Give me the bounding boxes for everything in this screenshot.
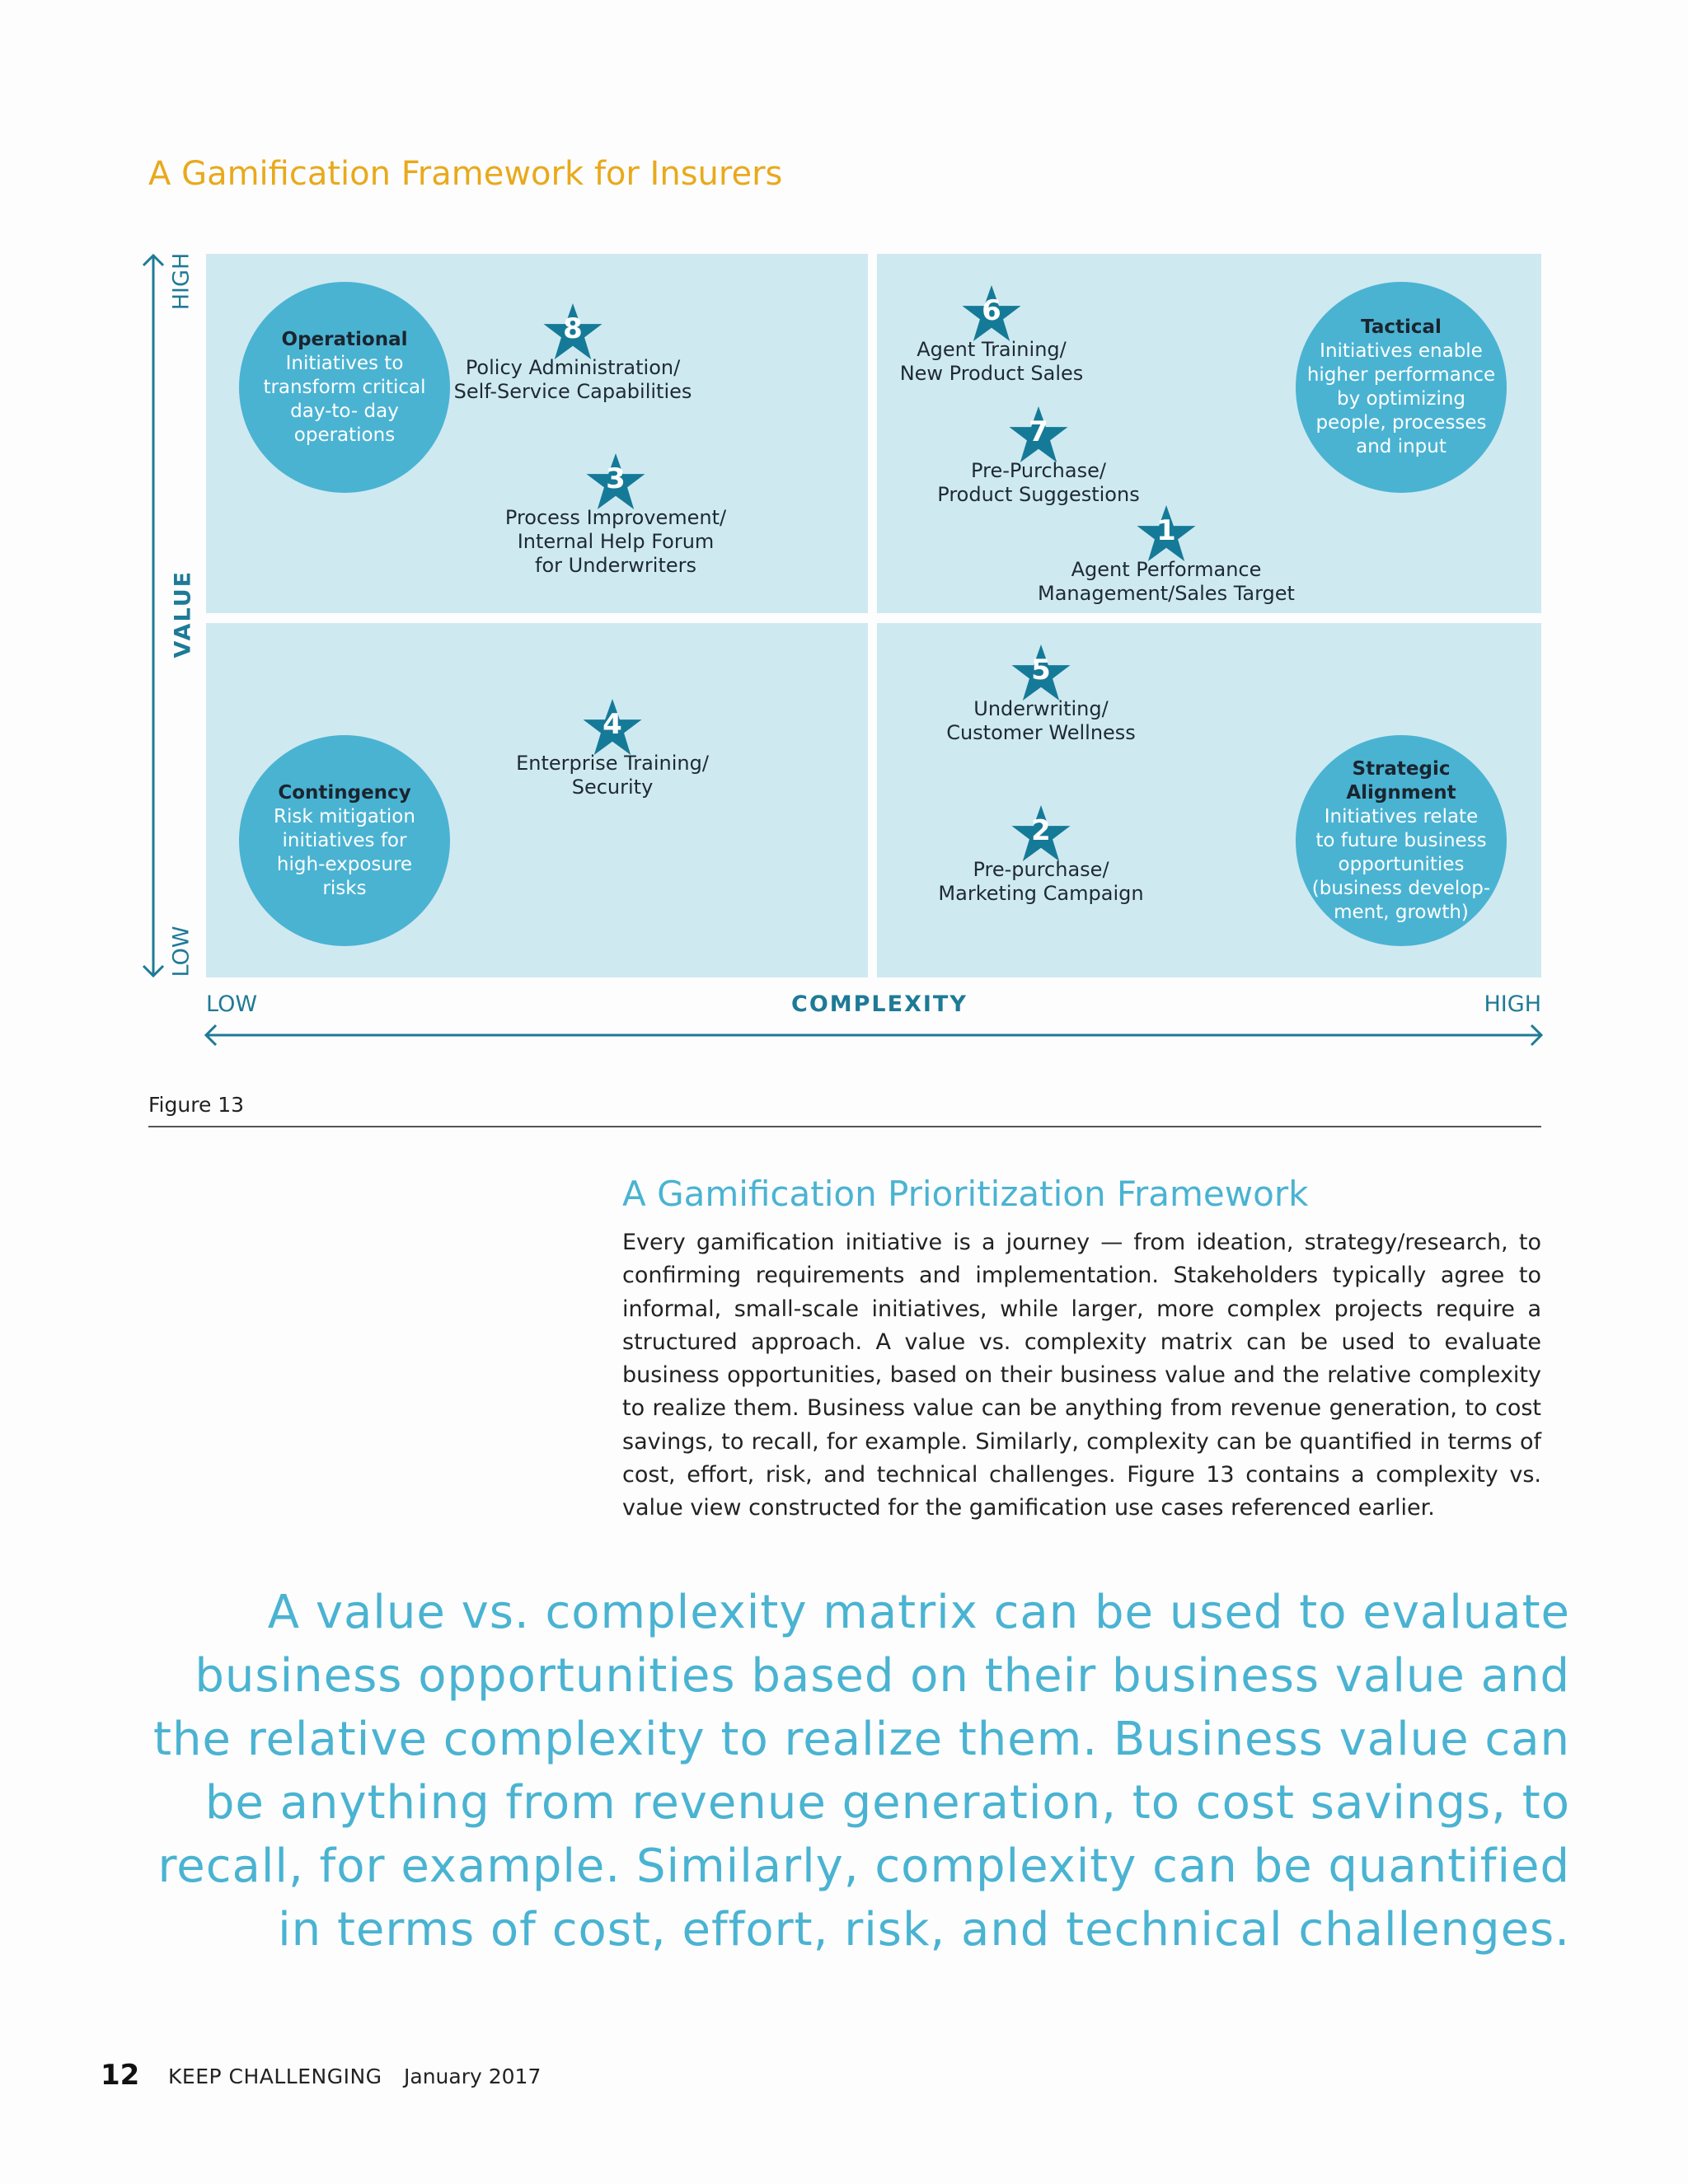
y-axis-title: VALUE [170, 569, 196, 658]
tactical-description: Initiatives enable higher performance by optimizing people, processes and input [1306, 340, 1496, 457]
star-icon: 6 [961, 284, 1022, 343]
caption-divider [148, 1126, 1541, 1127]
initiative-4-label: Enterprise Training/ Security [516, 752, 709, 799]
initiative-3-label: Process Improvement/ Internal Help Forum for Underwriters [504, 506, 727, 577]
star-icon: 2 [1010, 804, 1071, 863]
page-number: 12 [101, 2059, 140, 2092]
figure-caption: Figure 13 [148, 1093, 245, 1117]
initiative-3 [459, 452, 772, 578]
initiative-8 [416, 302, 729, 404]
star-icon: 8 [542, 302, 603, 361]
figure-title: A Gamification Framework for Insurers [148, 155, 783, 193]
star-icon: 5 [1010, 643, 1071, 702]
initiative-8-label: Policy Administration/ Self-Service Capabilities [453, 356, 692, 403]
x-axis-low-label: LOW [206, 991, 258, 1017]
initiative-1 [1010, 504, 1323, 606]
x-axis-high-label: HIGH [1484, 991, 1541, 1017]
y-axis-low-label: LOW [168, 926, 195, 977]
operational-description: Initiatives to transform critical day-to- day operations [263, 352, 426, 446]
star-icon: 1 [1136, 504, 1197, 563]
star-icon: 7 [1008, 405, 1069, 464]
initiative-1-label: Agent Performance Management/Sales Target [1038, 558, 1295, 605]
contingency-title: Contingency [278, 781, 411, 804]
strategic-alignment-title: Strategic Alignment [1346, 757, 1456, 804]
initiative-5 [884, 643, 1198, 745]
initiative-7 [882, 405, 1195, 507]
tactical-title: Tactical [1361, 316, 1442, 338]
x-axis-arrow [203, 1020, 1545, 1050]
section-body: Every gamification initiative is a journey — from ideation, strategy/research, to confirming requirements and implementation. Stakeholders typically agree to informal, small-scale initiatives, while larger, more complex projects require a structured approach. A value vs. complexity matrix can be used to evaluate business opportunities, based on their business value and the relative complexity to realize them. Business value can be anything from revenue generation, to cost savings, to recall, for example. Similarly, complexity can be quantified in terms of cost, effort, risk, and technical challenges. Figure 13 contains a complexity vs. value view constructed for the gamification use cases referenced earlier. [622, 1230, 1541, 1521]
initiative-5-label: Underwriting/ Customer Wellness [946, 697, 1136, 744]
tactical-circle [1296, 282, 1507, 493]
pull-quote: A value vs. complexity matrix can be used to evaluate business opportunities based on their business value and the relative complexity to realize them. Business value can be anything from revenue generation, to cost savings, to recall, for example. Similarly, complexity can be quantified in terms of cost, effort, risk, and technical challenges. [152, 1586, 1570, 1957]
initiative-2-label: Pre-purchase/ Marketing Campaign [938, 858, 1144, 905]
contingency-description: Risk mitigation initiatives for high-exposure risks [274, 805, 415, 899]
initiative-6 [835, 284, 1148, 386]
initiative-7-label: Pre-Purchase/ Product Suggestions [937, 459, 1140, 506]
y-axis-high-label: HIGH [168, 252, 195, 311]
strategic-alignment-circle [1296, 735, 1507, 946]
initiative-2 [884, 804, 1198, 906]
section-heading: A Gamification Prioritization Framework [622, 1174, 1309, 1214]
initiative-4 [456, 697, 769, 799]
y-axis-arrow [137, 252, 170, 981]
issue-date: January 2017 [404, 2064, 542, 2088]
x-axis-title: COMPLEXITY [791, 991, 968, 1017]
strategic-alignment-description: Initiatives relate to future business opportunities (business develop- ment, growth) [1311, 805, 1491, 923]
operational-title: Operational [281, 328, 408, 350]
star-icon: 4 [582, 697, 643, 757]
star-icon: 3 [585, 452, 646, 511]
initiative-6-label: Agent Training/ New Product Sales [899, 338, 1084, 385]
publication-name: KEEP CHALLENGING [168, 2064, 382, 2088]
contingency-circle [239, 735, 450, 946]
